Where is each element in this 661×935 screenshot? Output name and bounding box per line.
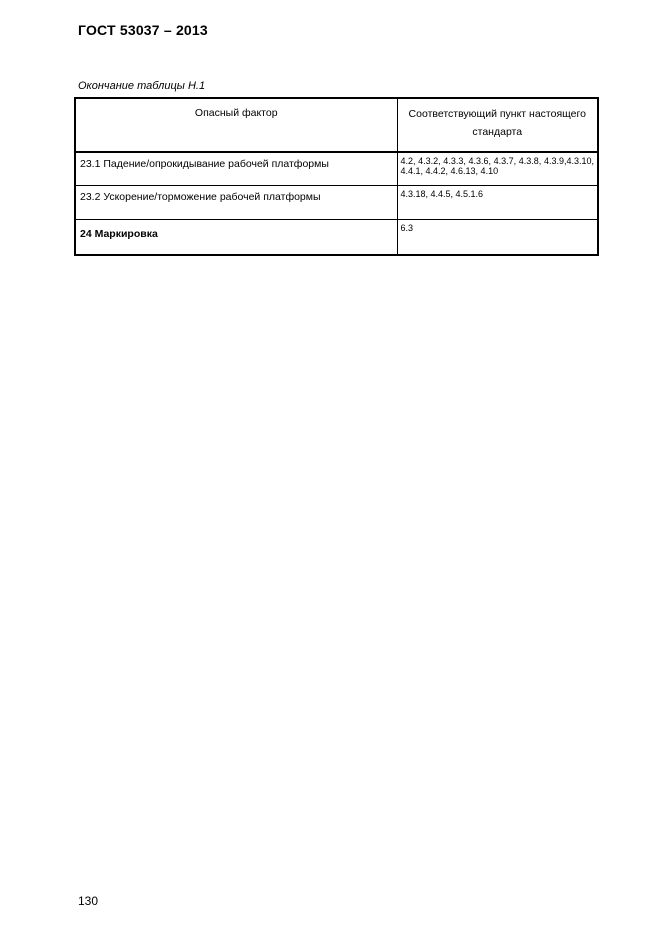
- column-header-hazard-factor: Опасный фактор: [75, 98, 397, 152]
- clause-reference-cell: 4.2, 4.3.2, 4.3.3, 4.3.6, 4.3.7, 4.3.8, 4.3.9,4.3.10, 4.4.1, 4.4.2, 4.6.13, 4.10: [397, 152, 598, 186]
- table-row: [75, 152, 598, 186]
- table-caption: Окончание таблицы Н.1: [78, 80, 206, 92]
- clause-reference-cell: 4.3.18, 4.4.5, 4.5.1.6: [397, 186, 598, 220]
- table-row: [75, 186, 598, 220]
- page-number: 130: [78, 894, 99, 908]
- column-header-standard-clause: Соответствующий пункт настоящего стандарта: [397, 98, 598, 152]
- clause-reference-cell: 6.3: [397, 220, 598, 256]
- table-header-row: [75, 98, 598, 152]
- table-row: [75, 220, 598, 256]
- hazard-factor-cell: 23.2 Ускорение/торможение рабочей платформы: [75, 186, 397, 220]
- hazard-table: [74, 97, 599, 256]
- document-header: ГОСТ 53037 – 2013: [78, 22, 208, 38]
- hazard-factor-cell: 24 Маркировка: [75, 220, 397, 256]
- hazard-factor-cell: 23.1 Падение/опрокидывание рабочей платформы: [75, 152, 397, 186]
